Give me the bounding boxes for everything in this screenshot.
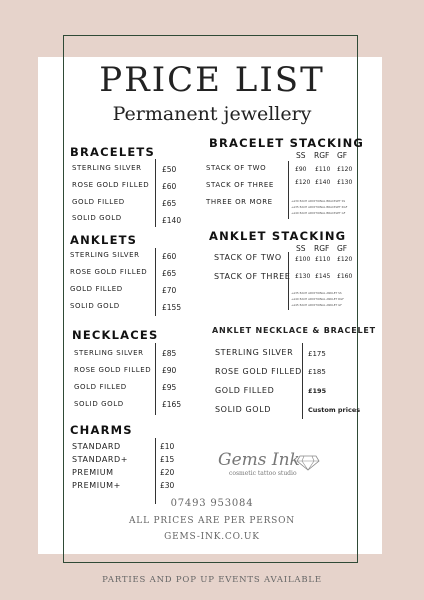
bracelet-item-price: £60 [162,182,177,191]
combo-item-price: Custom prices [308,406,361,414]
necklaces-divider [155,343,156,415]
stack-note: +£40 EACH ADDITIONAL ANKLET RGF [291,297,344,301]
combo-item-name: SOLID GOLD [215,405,272,414]
anklet-item-name: ROSE GOLD FILLED [70,268,148,276]
combo-item-price: £195 [308,387,327,395]
stack-note: +£35 EACH ADDITIONAL ANKLET SS [291,291,342,295]
bracelet-item-name: GOLD FILLED [72,198,125,206]
column-header-gf: GF [337,151,348,160]
pricing-note: ALL PRICES ARE PER PERSON [129,516,295,526]
necklace-item-name: ROSE GOLD FILLED [74,366,152,374]
anklet-item-price: £155 [162,303,182,312]
stack-row-name: STACK OF TWO [206,164,267,172]
page-title: PRICE LIST [99,60,325,100]
bracelets-heading: BRACELETS [70,145,155,159]
stack-price-rgf: £110 [315,256,331,263]
anklets-divider [155,248,156,316]
necklace-item-price: £95 [162,383,177,392]
stack-price-rgf: £110 [315,166,331,173]
necklace-item-price: £165 [162,400,182,409]
stack-note: +£35 EACH ADDITIONAL BRACELET RGF [291,205,348,209]
stack-price-rgf: £140 [315,179,331,186]
page-subtitle: Permanent jewellery [112,103,312,125]
anklets-heading: ANKLETS [70,233,138,247]
bracelets-divider [155,159,156,227]
charm-item-price: £30 [160,481,175,490]
column-header-gf: GF [337,244,348,253]
stack-price-rgf: £145 [315,273,331,280]
combo-item-price: £185 [308,368,326,376]
combo-item-name: ROSE GOLD FILLED [215,367,302,376]
necklace-item-name: SOLID GOLD [74,400,124,408]
website-link[interactable]: GEMS-INK.CO.UK [164,532,260,542]
brand-logo-name: Gems Ink [218,450,300,470]
charm-item-name: STANDARD [72,442,121,451]
combo-item-name: STERLING SILVER [215,348,294,357]
bracelet-stacking-heading: BRACELET STACKING [209,136,365,150]
charm-item-price: £20 [160,468,175,477]
stack-row-name: STACK OF THREE [206,181,274,189]
anklet-item-name: STERLING SILVER [70,251,140,259]
necklace-item-name: GOLD FILLED [74,383,127,391]
stack-price-gf: £130 [337,179,353,186]
stack-price-ss: £100 [295,256,311,263]
stack-row-name: THREE OR MORE [206,198,273,206]
combo-item-price: £175 [308,350,326,358]
charm-item-name: PREMIUM [72,468,114,477]
charm-item-price: £15 [160,455,175,464]
column-header-rgf: RGF [314,151,330,160]
phone-number: 07493 953084 [170,498,254,509]
bracelet-stacking-divider [288,161,289,219]
anklet-item-name: GOLD FILLED [70,285,123,293]
bracelet-item-name: SOLID GOLD [72,214,122,222]
stack-price-ss: £90 [295,166,307,173]
stack-price-gf: £120 [337,166,353,173]
bracelet-item-name: STERLING SILVER [72,164,142,172]
necklace-item-price: £90 [162,366,177,375]
stack-row-name: STACK OF THREE [214,272,291,281]
anklet-item-price: £60 [162,252,177,261]
diamond-icon [296,455,320,475]
combo-divider [302,343,303,419]
necklaces-heading: NECKLACES [72,328,159,342]
column-header-ss: SS [296,244,306,253]
stack-price-gf: £120 [337,256,353,263]
necklace-item-name: STERLING SILVER [74,349,144,357]
necklace-item-price: £85 [162,349,177,358]
stack-note: +£45 EACH ADDITIONAL ANKLET GF [291,303,342,307]
bracelet-item-name: ROSE GOLD FILLED [72,181,150,189]
bracelet-item-price: £65 [162,199,177,208]
anklet-stacking-heading: ANKLET STACKING [209,229,347,243]
charm-item-price: £10 [160,442,175,451]
bracelet-item-price: £140 [162,216,182,225]
charms-heading: CHARMS [70,423,133,437]
charm-item-name: STANDARD+ [72,455,129,464]
anklet-item-price: £70 [162,286,177,295]
footer-events: PARTIES AND POP UP EVENTS AVAILABLE [102,575,322,585]
anklet-item-price: £65 [162,269,177,278]
anklet-item-name: SOLID GOLD [70,302,120,310]
column-header-ss: SS [296,151,306,160]
bracelet-item-price: £50 [162,165,177,174]
brand-logo-tagline: cosmetic tattoo studio [229,470,297,477]
charm-item-name: PREMIUM+ [72,481,121,490]
stack-note: +£30 EACH ADDITIONAL BRACELET SS [291,199,346,203]
anklet-stacking-divider [288,252,289,310]
combo-heading: ANKLET NECKLACE & BRACELET [212,326,376,335]
stack-price-gf: £160 [337,273,353,280]
charms-divider [155,438,156,504]
stack-price-ss: £130 [295,273,311,280]
stack-note: +£40 EACH ADDITIONAL BRACELET GF [291,211,346,215]
combo-item-name: GOLD FILLED [215,386,275,395]
stack-price-ss: £120 [295,179,311,186]
column-header-rgf: RGF [314,244,330,253]
stack-row-name: STACK OF TWO [214,253,282,262]
